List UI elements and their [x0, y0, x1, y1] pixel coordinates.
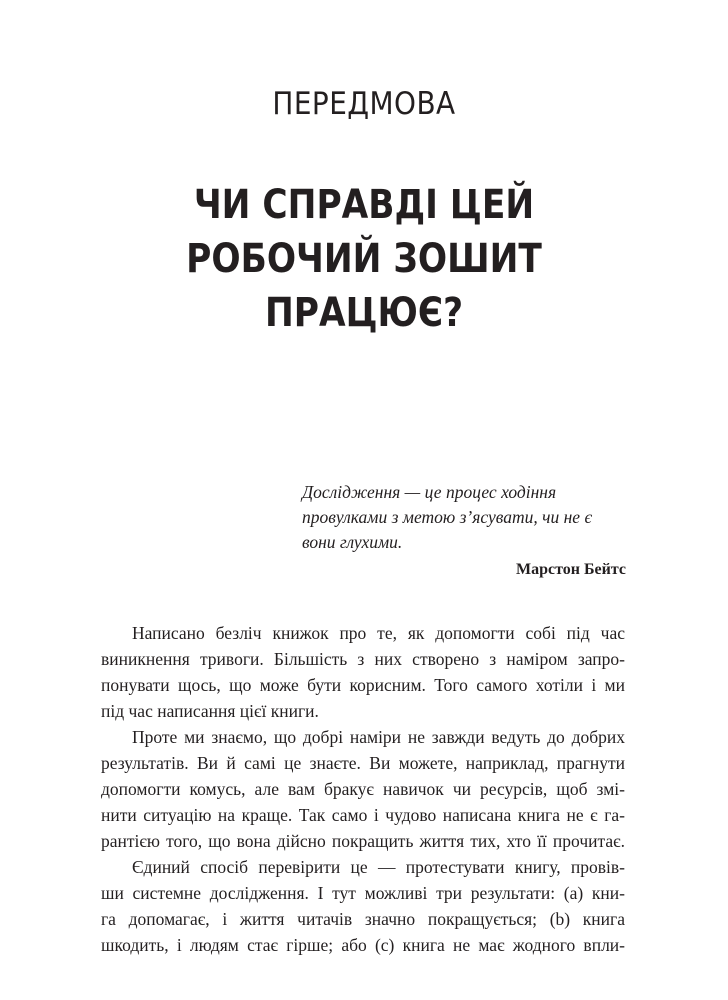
body-line: понувати щось, що може бути корисним. Того самого хотіли і ми: [101, 675, 625, 695]
body-line: шкодить, і людям стає гірше; або (c) книга не має жодного впли-: [101, 935, 625, 955]
epigraph-author: Марстон Бейтс: [515, 561, 626, 578]
section-label: ПЕРЕДМОВА: [272, 86, 456, 122]
chapter-title-line: ПРАЦЮЄ?: [264, 290, 464, 336]
body-line: допомогти комусь, але вам бракує навичок чи ресурсів, щоб змі-: [101, 779, 625, 799]
chapter-title-line: РОБОЧИЙ ЗОШИТ: [186, 236, 542, 282]
body-line: виникнення тривоги. Більшість з них створено з наміром запро-: [101, 649, 625, 669]
body-text: [101, 620, 625, 958]
body-line: Проте ми знаємо, що добрі наміри не завжди ведуть до добрих: [132, 727, 625, 747]
body-line: Єдиний спосіб перевірити це — протестувати книгу, провів-: [132, 857, 625, 877]
epigraph: [302, 480, 626, 579]
body-line: Написано безліч книжок про те, як допомогти собі під час: [132, 623, 625, 643]
body-line: га допомагає, і життя читачів значно покращується; (b) книга: [101, 909, 625, 929]
chapter-title: [51, 178, 677, 340]
body-line: рантією того, що вона дійсно покращить життя тих, хто її прочитає.: [101, 831, 625, 851]
epigraph-line: провулками з метою з’ясувати, чи не є: [302, 507, 593, 527]
body-line: нити ситуацію на краще. Так само і чудово написана книга не є га-: [101, 805, 625, 825]
chapter-title-line: ЧИ СПРАВДІ ЦЕЙ: [193, 182, 535, 228]
epigraph-line: Дослідження — це процес ходіння: [302, 482, 557, 502]
epigraph-line: вони глухими.: [302, 532, 403, 552]
body-line: під час написання цієї книги.: [101, 701, 319, 721]
body-line: ши системне дослідження. І тут можливі три результати: (a) кни-: [101, 883, 625, 903]
epigraph-text: [302, 480, 626, 555]
body-line: результатів. Ви й самі це знаєте. Ви можете, наприклад, прагнути: [101, 753, 625, 773]
